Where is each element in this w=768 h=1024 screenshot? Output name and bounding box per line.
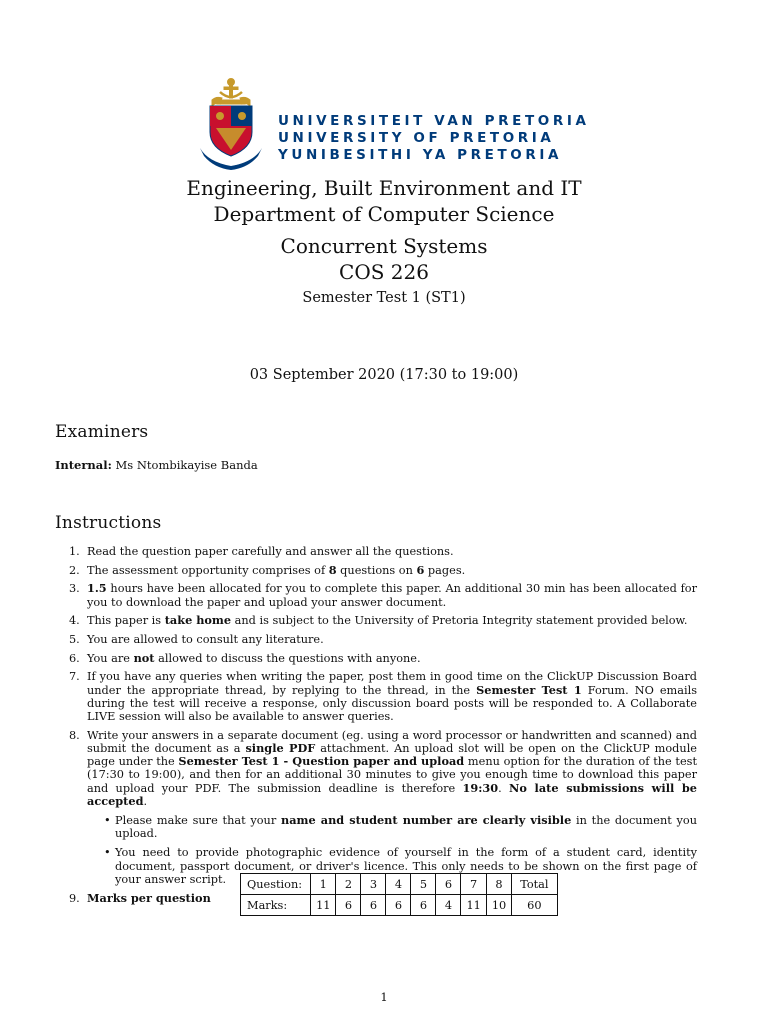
course-name: Concurrent Systems bbox=[280, 234, 488, 258]
question-cell: 5 bbox=[411, 874, 436, 895]
question-cell: 4 bbox=[386, 874, 411, 895]
internal-label: Internal: bbox=[55, 458, 112, 472]
instruction-text: Read the question paper carefully and answer all the questions. bbox=[87, 545, 454, 558]
instruction-text: attachment. An upload slot will be open on the ClickUP module page under the bbox=[87, 741, 697, 769]
instructions-list bbox=[55, 545, 697, 911]
instruction-text: allowed to discuss the questions with anyone. bbox=[154, 651, 421, 665]
internal-examiner bbox=[55, 458, 258, 472]
instructions-heading: Instructions bbox=[55, 513, 162, 533]
instruction-item: 7. If you have any queries when writing the paper, post them in good time on the ClickUP Discussion Board under the appropriate thread, by replying to the thread, in the Semester Test 1 Forum. NO emails during the test will receive a response, only discussion board posts will be responded to. A Collaborate LIVE session will also be available to answer queries. bbox=[69, 670, 698, 724]
instruction-text: Forum. NO emails during the test will receive a response, only discussion board posts will be responded to. A Collaborate LIVE session will also be available to answer queries. bbox=[87, 683, 698, 724]
marks-cell: 6 bbox=[361, 895, 386, 916]
deadline-time: 19:30 bbox=[462, 780, 499, 795]
instruction-item: 6. You are not allowed to discuss the questions with anyone. bbox=[69, 650, 421, 665]
marks-cell: 6 bbox=[411, 895, 436, 916]
instruction-item: 4. This paper is take home and is subject to the University of Pretoria Integrity statement provided below. bbox=[69, 613, 688, 628]
instruction-text: Write your answers in a separate document (eg. using a word processor or handwritten and scanned) and submit the document as a bbox=[87, 728, 697, 755]
instruction-text: The assessment opportunity comprises of bbox=[87, 563, 329, 577]
wordmark-english: UNIVERSITY OF PRETORIA bbox=[278, 130, 555, 146]
single-pdf-emphasis: single PDF bbox=[245, 740, 316, 755]
bullet-icon: • bbox=[104, 846, 111, 860]
question-cell: 1 bbox=[311, 874, 336, 895]
take-home-emphasis: take home bbox=[164, 613, 232, 628]
instruction-item: 1. Read the question paper carefully and answer all the questions. bbox=[69, 545, 454, 558]
wordmark-sepedi: YUNIBESITHI YA PRETORIA bbox=[278, 147, 563, 163]
question-count: 8 bbox=[328, 562, 337, 577]
marks-row bbox=[241, 895, 558, 916]
marks-cell: 11 bbox=[311, 895, 336, 916]
marks-per-question-label: Marks per question bbox=[87, 890, 211, 905]
page-number: 1 bbox=[380, 990, 388, 1004]
instruction-text: questions on bbox=[336, 563, 417, 577]
instruction-text: You need to provide photographic evidence of yourself in the form of a student card, identity document, passport document, or driver's licence. This only needs to be shown on the first page of your answer script. bbox=[115, 846, 697, 886]
instruction-text: If you have any queries when writing the paper, post them in good time on the ClickUP Discussion Board under the appropriate thread, by replying to the thread, in the bbox=[87, 670, 697, 697]
course-code: COS 226 bbox=[339, 260, 429, 284]
forum-name: Semester Test 1 bbox=[476, 682, 582, 697]
question-cell: 2 bbox=[336, 874, 361, 895]
marks-cell: 11 bbox=[461, 895, 486, 916]
marks-cell: 10 bbox=[486, 895, 511, 916]
instruction-text: You are allowed to consult any literature. bbox=[87, 633, 324, 647]
test-date: 03 September 2020 (17:30 to 19:00) bbox=[249, 367, 519, 383]
instruction-item: 5. You are allowed to consult any literature. bbox=[69, 633, 324, 647]
internal-examiner-name: Ms Ntombikayise Banda bbox=[115, 458, 258, 472]
faculty-block bbox=[0, 175, 768, 227]
question-row bbox=[241, 874, 558, 895]
page-count: 6 bbox=[416, 562, 425, 577]
question-cell: 3 bbox=[361, 874, 386, 895]
instruction-text: This paper is bbox=[87, 614, 165, 628]
instruction-text: in the document you upload. bbox=[115, 813, 697, 841]
course-block bbox=[0, 233, 768, 285]
question-row-label: Question: bbox=[241, 874, 311, 895]
university-crest-logo bbox=[198, 76, 264, 172]
instruction-text: You are bbox=[87, 651, 134, 665]
total-header-cell: Total bbox=[512, 874, 557, 895]
marks-table bbox=[240, 873, 558, 916]
instruction-text: Please make sure that your bbox=[115, 813, 281, 827]
instruction-text: . bbox=[498, 781, 510, 795]
department-name: Department of Computer Science bbox=[213, 202, 555, 226]
total-marks-cell: 60 bbox=[512, 895, 557, 916]
instruction-text: menu option for the duration of the test (17:30 to 19:00), and then for an additional 30 minutes to give you enough time to download this paper and upload your PDF. The submission deadline is therefore bbox=[87, 755, 697, 795]
test-name: Semester Test 1 (ST1) bbox=[302, 290, 466, 306]
marks-cell: 6 bbox=[336, 895, 361, 916]
university-wordmark bbox=[278, 113, 590, 164]
faculty-name: Engineering, Built Environment and IT bbox=[186, 176, 582, 200]
question-cell: 7 bbox=[461, 874, 486, 895]
instruction-item: 9. Marks per question bbox=[69, 890, 211, 905]
no-late-submissions: No late submissions will be accepted bbox=[87, 780, 697, 808]
question-cell: 8 bbox=[486, 874, 511, 895]
bullet-item bbox=[87, 814, 697, 840]
menu-option-name: Semester Test 1 - Question paper and upload bbox=[178, 754, 465, 769]
name-visible-emphasis: name and student number are clearly visible bbox=[281, 812, 572, 827]
instruction-item: 8. Write your answers in a separate document (eg. using a word processor or handwritten and scanned) and submit the document as a single PDF attachment. An upload slot will be open on the ClickUP module page under the Semester Test 1 - Question paper and upload menu option for the duration of the test (17:30 to 19:00), and then for an additional 30 minutes to give you enough time to download this paper and upload your PDF. The submission deadline is therefore 19:30. No late submissions will be accepted. • Please make sure that your name and student number are clearly visible in the document you upload. • You need to provide photographic evidence of yourself in the form of a student card, identity document, passport document, or driver's licence. This only needs to be shown on the first page of your answer script. bbox=[69, 728, 697, 886]
instruction-text: . bbox=[143, 794, 148, 808]
duration-hours: 1.5 bbox=[87, 581, 107, 596]
instruction-item: 2. The assessment opportunity comprises of 8 questions on 6 pages. bbox=[69, 562, 466, 577]
marks-row-label: Marks: bbox=[241, 895, 311, 916]
instruction-item: 3. 1.5 hours have been allocated for you to complete this paper. An additional 30 min has been allocated for you to download the paper and upload your answer document. bbox=[69, 581, 697, 609]
instruction-text: and is subject to the University of Pretoria Integrity statement provided below. bbox=[231, 614, 688, 628]
wordmark-afrikaans: UNIVERSITEIT VAN PRETORIA bbox=[278, 113, 590, 129]
marks-cell: 4 bbox=[436, 895, 461, 916]
marks-cell: 6 bbox=[386, 895, 411, 916]
instruction-text: pages. bbox=[424, 563, 466, 577]
instruction-text: hours have been allocated for you to complete this paper. An additional 30 min has been allocated for you to download the paper and upload your answer document. bbox=[87, 582, 697, 609]
not-emphasis: not bbox=[133, 650, 155, 665]
bullet-icon: • bbox=[104, 813, 111, 827]
examiners-heading: Examiners bbox=[55, 422, 149, 442]
question-cell: 6 bbox=[436, 874, 461, 895]
